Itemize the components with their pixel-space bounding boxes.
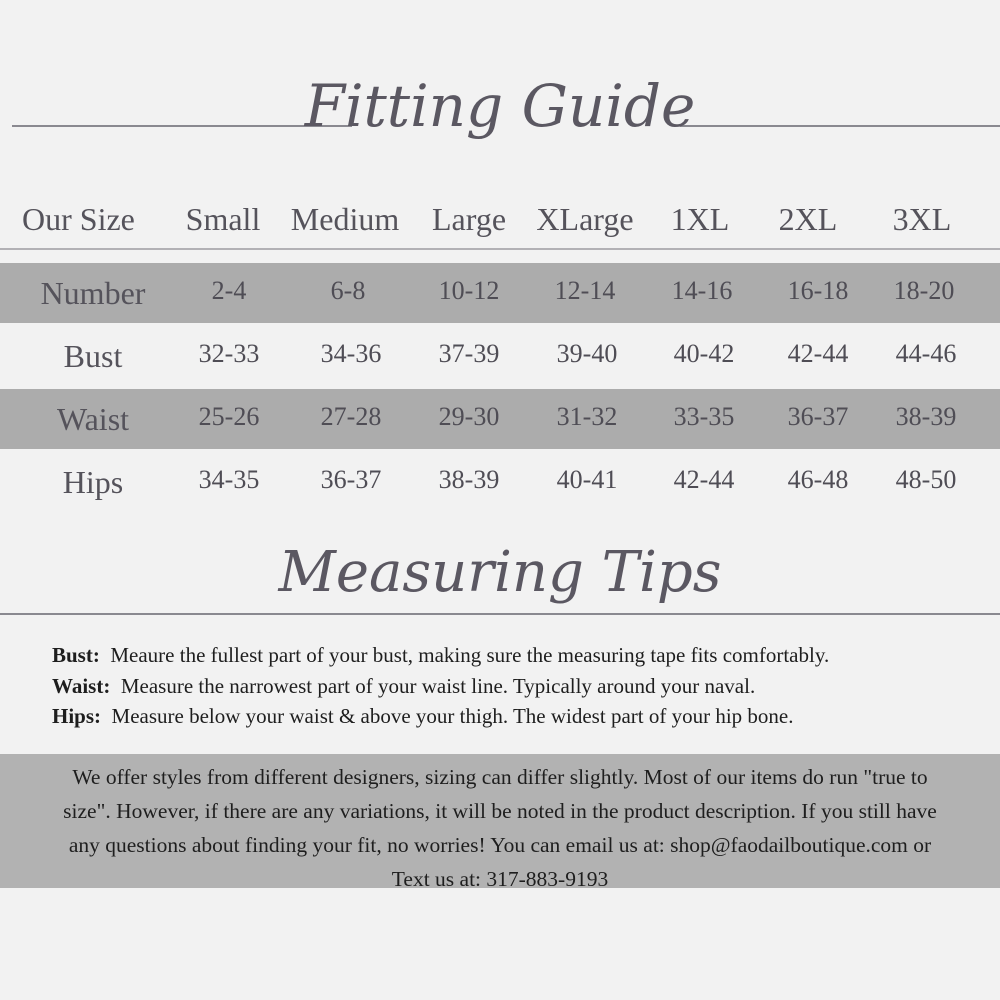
size-header-row	[0, 195, 1000, 249]
size-header-label: Our Size	[22, 201, 135, 237]
table-cell: 42-44	[673, 465, 735, 494]
size-header-cell: Large	[431, 201, 507, 237]
tip-hips	[52, 701, 992, 732]
tip-text: Measure the narrowest part of your waist line. Typically around your naval.	[120, 673, 756, 698]
table-cell: 38-39	[438, 465, 500, 494]
table-cell: 32-33	[198, 339, 260, 368]
table-cell: 18-20	[893, 276, 955, 305]
tip-bust	[52, 640, 992, 671]
tip-term: Bust:	[52, 643, 100, 667]
measuring-tips-rule	[0, 613, 1000, 615]
table-cell: 36-37	[787, 402, 849, 431]
table-cell: 40-41	[556, 465, 618, 494]
size-header-cell: 3XL	[892, 201, 952, 237]
row-label: Hips	[62, 464, 124, 500]
size-header-cell: XLarge	[536, 201, 634, 237]
size-row-bust	[0, 326, 1000, 386]
sizing-note-band	[0, 754, 1000, 891]
row-label: Number	[40, 275, 146, 311]
table-cell: 2-4	[211, 276, 247, 305]
size-header-cell: Small	[185, 201, 261, 237]
table-cell: 44-46	[895, 339, 957, 368]
table-cell: 34-35	[198, 465, 260, 494]
size-row-number	[0, 263, 1000, 323]
note-line: size". However, if there are any variations, it will be noted in the product description. If you still have	[63, 799, 937, 823]
table-cell: 46-48	[787, 465, 849, 494]
note-line: We offer styles from different designers, sizing can differ slightly. Most of our items do run "true to	[72, 765, 928, 789]
table-cell: 6-8	[330, 276, 366, 305]
table-cell: 31-32	[556, 402, 618, 431]
table-cell: 27-28	[320, 402, 382, 431]
tip-text: Measure below your waist & above your thigh. The widest part of your hip bone.	[111, 704, 794, 728]
tip-term: Waist:	[52, 673, 111, 698]
sizing-note	[0, 760, 1000, 896]
table-cell: 33-35	[673, 402, 735, 431]
size-header-cell: 2XL	[778, 201, 838, 237]
table-cell: 40-42	[673, 339, 735, 368]
table-cell: 38-39	[895, 402, 957, 431]
measuring-tips-title: Measuring Tips	[278, 540, 722, 605]
tip-term: Hips:	[52, 704, 102, 728]
table-cell: 10-12	[438, 276, 500, 305]
table-cell: 12-14	[554, 276, 616, 305]
note-line: any questions about finding your fit, no worries! You can email us at: shop@faodailboutique.com or	[68, 833, 932, 857]
note-line: Text us at: 317-883-9193	[391, 867, 609, 891]
table-cell: 48-50	[895, 465, 957, 494]
size-header-cell: Medium	[290, 201, 400, 237]
tip-waist	[52, 671, 992, 702]
table-cell: 36-37	[320, 465, 382, 494]
size-header-cell: 1XL	[670, 201, 730, 237]
tip-text: Meaure the fullest part of your bust, making sure the measuring tape fits comfortably.	[110, 643, 830, 667]
table-cell: 14-16	[671, 276, 733, 305]
row-label: Waist	[56, 401, 130, 437]
size-row-hips	[0, 452, 1000, 512]
measuring-tips-list	[52, 640, 992, 732]
table-cell: 37-39	[438, 339, 500, 368]
fitting-guide-title: Fitting Guide	[304, 72, 696, 140]
row-label: Bust	[63, 338, 123, 374]
table-cell: 39-40	[556, 339, 618, 368]
table-cell: 34-36	[320, 339, 382, 368]
header-divider	[0, 248, 1000, 250]
table-cell: 29-30	[438, 402, 500, 431]
table-cell: 25-26	[198, 402, 260, 431]
table-cell: 16-18	[787, 276, 849, 305]
table-cell: 42-44	[787, 339, 849, 368]
size-row-waist	[0, 389, 1000, 449]
